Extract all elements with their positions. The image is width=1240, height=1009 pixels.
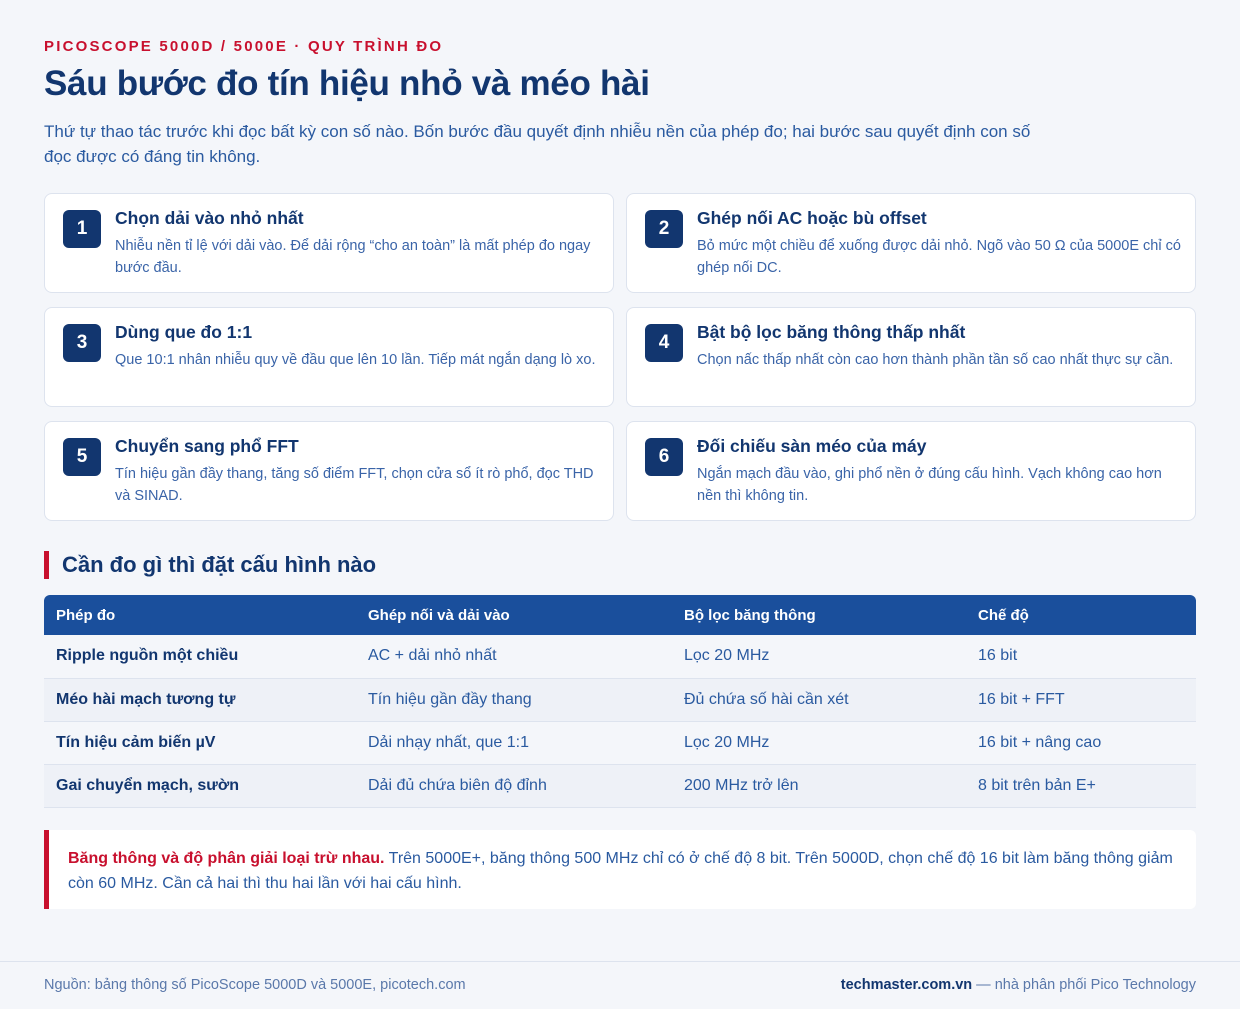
page-title: Sáu bước đo tín hiệu nhỏ và méo hài xyxy=(44,64,650,103)
step-number: 3 xyxy=(63,324,101,362)
steps-grid xyxy=(44,193,1196,521)
table-cell: Gai chuyển mạch, sườn xyxy=(44,764,356,807)
table-cell: 200 MHz trở lên xyxy=(672,764,966,807)
step-number: 6 xyxy=(645,438,683,476)
step-title: Ghép nối AC hoặc bù offset xyxy=(697,208,927,228)
footer-brand: techmaster.com.vn xyxy=(840,977,973,993)
footer-credit xyxy=(841,977,1196,993)
step-card-4 xyxy=(626,307,1196,407)
footer-divider xyxy=(0,961,1240,962)
column-header: Chế độ xyxy=(966,595,1196,635)
table-cell: 16 bit xyxy=(966,635,1196,678)
step-number: 5 xyxy=(63,438,101,476)
step-number: 2 xyxy=(645,210,683,248)
step-card-6 xyxy=(626,421,1196,521)
step-title: Chuyển sang phổ FFT xyxy=(115,436,299,456)
footer-tagline: — nhà phân phối Pico Technology xyxy=(972,977,1196,993)
table-cell: Đủ chứa số hài cần xét xyxy=(672,678,966,721)
step-title: Đối chiếu sàn méo của máy xyxy=(697,436,927,456)
column-header: Ghép nối và dải vào xyxy=(356,595,672,635)
table-cell: Ripple nguồn một chiều xyxy=(44,635,356,678)
step-title: Chọn dải vào nhỏ nhất xyxy=(115,208,304,228)
table-cell: 8 bit trên bản E+ xyxy=(966,764,1196,807)
table-cell: 16 bit + FFT xyxy=(966,678,1196,721)
table-cell: Tín hiệu gần đầy thang xyxy=(356,678,672,721)
table-cell: AC + dải nhỏ nhất xyxy=(356,635,672,678)
column-header: Bộ lọc băng thông xyxy=(672,595,966,635)
step-title: Bật bộ lọc băng thông thấp nhất xyxy=(697,322,966,342)
step-description: Chọn nấc thấp nhất còn cao hơn thành phần tần số cao nhất thực sự cần. xyxy=(697,352,1174,368)
footer-source: Nguồn: bảng thông số PicoScope 5000D và 5000E, picotech.com xyxy=(44,977,466,993)
callout-lead: Băng thông và độ phân giải loại trừ nhau. xyxy=(68,850,385,867)
table-header-row xyxy=(44,595,1196,635)
warning-callout xyxy=(44,830,1196,909)
table-cell: Tín hiệu cảm biến µV xyxy=(44,721,356,764)
step-card-1 xyxy=(44,193,614,293)
step-description: Que 10:1 nhân nhiễu quy về đầu que lên 10 lần. Tiếp mát ngắn dạng lò xo. xyxy=(115,352,596,368)
callout-body: Trên 5000E+, băng thông 500 MHz chỉ có ở chế độ 8 bit. Trên 5000D, chọn chế độ 16 bit làm băng thông giảm còn 60 MHz. Cần cả hai thì thu hai lần với hai cấu hình. xyxy=(68,850,1173,892)
step-number: 4 xyxy=(645,324,683,362)
intro-paragraph: Thứ tự thao tác trước khi đọc bất kỳ con số nào. Bốn bước đầu quyết định nhiễu nền của phép đo; hai bước sau quyết định con số đọc được có đáng tin không. xyxy=(44,122,1031,166)
config-section-heading: Cần đo gì thì đặt cấu hình nào xyxy=(44,551,376,579)
table-cell: Lọc 20 MHz xyxy=(672,721,966,764)
column-header: Phép đo xyxy=(44,595,356,635)
eyebrow-label: PICOSCOPE 5000D / 5000E · QUY TRÌNH ĐO xyxy=(44,38,444,55)
step-description: Ngắn mạch đầu vào, ghi phổ nền ở đúng cấu hình. Vạch không cao hơn nền thì không tin. xyxy=(697,466,1162,504)
table-row xyxy=(44,678,1196,721)
step-description: Tín hiệu gần đầy thang, tăng số điểm FFT, chọn cửa sổ ít rò phổ, đọc THD và SINAD. xyxy=(115,466,594,504)
step-description: Bỏ mức một chiều để xuống được dải nhỏ. Ngõ vào 50 Ω của 5000E chỉ có ghép nối DC. xyxy=(697,238,1181,276)
table-cell: Méo hài mạch tương tự xyxy=(44,678,356,721)
config-table xyxy=(44,595,1196,808)
step-card-5 xyxy=(44,421,614,521)
table-row xyxy=(44,721,1196,764)
table-cell: Lọc 20 MHz xyxy=(672,635,966,678)
table-row xyxy=(44,635,1196,678)
table-cell: 16 bit + nâng cao xyxy=(966,721,1196,764)
step-description: Nhiễu nền tỉ lệ với dải vào. Để dải rộng “cho an toàn” là mất phép đo ngay bước đầu. xyxy=(115,238,591,276)
step-card-2 xyxy=(626,193,1196,293)
table-row xyxy=(44,764,1196,807)
table-cell: Dải đủ chứa biên độ đỉnh xyxy=(356,764,672,807)
step-number: 1 xyxy=(63,210,101,248)
step-title: Dùng que đo 1:1 xyxy=(115,322,253,342)
step-card-3 xyxy=(44,307,614,407)
table-cell: Dải nhạy nhất, que 1:1 xyxy=(356,721,672,764)
